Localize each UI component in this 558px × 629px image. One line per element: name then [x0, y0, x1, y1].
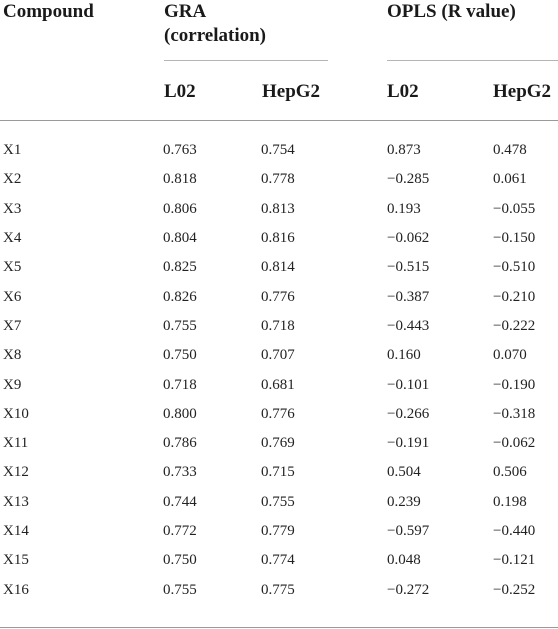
- compound-cell: X8: [3, 347, 22, 364]
- compound-cell: X9: [3, 376, 22, 393]
- subheader-opls-l02: L02: [387, 81, 419, 102]
- data-table: [0, 136, 558, 605]
- gra-l02-cell: 0.825: [163, 259, 197, 276]
- compound-cell: X16: [3, 581, 29, 598]
- gra-l02-cell: 0.818: [163, 171, 197, 188]
- compound-cell: X15: [3, 552, 29, 569]
- gra-hepg2-cell: 0.776: [261, 288, 295, 305]
- compound-cell: X10: [3, 405, 29, 422]
- opls-hepg2-cell: −0.222: [493, 317, 536, 334]
- gra-l02-cell: 0.755: [163, 581, 197, 598]
- table-row: [0, 224, 558, 253]
- table-row: [0, 400, 558, 429]
- header-bottom-rule: [0, 120, 558, 121]
- opls-l02-cell: 0.193: [387, 200, 421, 217]
- compound-cell: X13: [3, 493, 29, 510]
- gra-hepg2-cell: 0.776: [261, 405, 295, 422]
- compound-cell: X12: [3, 464, 29, 481]
- compound-cell: X3: [3, 200, 22, 217]
- opls-l02-cell: −0.191: [387, 435, 430, 452]
- opls-l02-cell: −0.387: [387, 288, 430, 305]
- opls-l02-cell: −0.515: [387, 259, 430, 276]
- table-row: [0, 253, 558, 282]
- gra-hepg2-cell: 0.754: [261, 142, 295, 159]
- opls-hepg2-cell: 0.198: [493, 493, 527, 510]
- opls-hepg2-cell: −0.121: [493, 552, 536, 569]
- gra-l02-cell: 0.755: [163, 317, 197, 334]
- gra-hepg2-cell: 0.715: [261, 464, 295, 481]
- subheader-gra-l02: L02: [164, 81, 196, 102]
- compound-cell: X6: [3, 288, 22, 305]
- compound-cell: X7: [3, 317, 22, 334]
- table-row: [0, 165, 558, 194]
- gra-hepg2-cell: 0.718: [261, 317, 295, 334]
- opls-hepg2-cell: 0.506: [493, 464, 527, 481]
- opls-hepg2-cell: −0.055: [493, 200, 536, 217]
- table-row: [0, 282, 558, 311]
- opls-hepg2-cell: 0.061: [493, 171, 527, 188]
- opls-l02-cell: −0.266: [387, 405, 430, 422]
- table-bottom-rule: [0, 627, 558, 628]
- header-gra-subtitle: (correlation): [164, 25, 266, 46]
- gra-hepg2-cell: 0.775: [261, 581, 295, 598]
- gra-l02-cell: 0.826: [163, 288, 197, 305]
- compound-cell: X1: [3, 142, 22, 159]
- opls-l02-cell: 0.239: [387, 493, 421, 510]
- opls-l02-cell: −0.062: [387, 230, 430, 247]
- opls-l02-cell: 0.160: [387, 347, 421, 364]
- opls-hepg2-cell: −0.062: [493, 435, 536, 452]
- gra-hepg2-cell: 0.769: [261, 435, 295, 452]
- opls-l02-cell: 0.873: [387, 142, 421, 159]
- table-row: [0, 136, 558, 165]
- gra-l02-cell: 0.786: [163, 435, 197, 452]
- opls-l02-cell: −0.443: [387, 317, 430, 334]
- subheader-opls-hepg2: HepG2: [493, 81, 552, 102]
- opls-l02-cell: −0.285: [387, 171, 430, 188]
- compound-cell: X11: [3, 435, 29, 452]
- gra-hepg2-cell: 0.814: [261, 259, 295, 276]
- gra-hepg2-cell: 0.774: [261, 552, 295, 569]
- opls-hepg2-cell: −0.510: [493, 259, 536, 276]
- gra-hepg2-cell: 0.778: [261, 171, 295, 188]
- table-row: [0, 517, 558, 546]
- opls-hepg2-cell: −0.150: [493, 230, 536, 247]
- compound-cell: X2: [3, 171, 22, 188]
- gra-l02-cell: 0.804: [163, 230, 197, 247]
- gra-l02-cell: 0.763: [163, 142, 197, 159]
- gra-hepg2-cell: 0.813: [261, 200, 295, 217]
- opls-l02-cell: 0.504: [387, 464, 421, 481]
- gra-hepg2-cell: 0.681: [261, 376, 295, 393]
- gra-hepg2-cell: 0.779: [261, 523, 295, 539]
- table-row: [0, 195, 558, 224]
- opls-hepg2-cell: 0.478: [493, 142, 527, 159]
- table-row: [0, 370, 558, 399]
- table-row: [0, 429, 558, 458]
- opls-group-underline: [387, 60, 558, 61]
- opls-hepg2-cell: −0.210: [493, 288, 536, 305]
- gra-l02-cell: 0.800: [163, 405, 197, 422]
- opls-hepg2-cell: −0.252: [493, 581, 536, 598]
- opls-l02-cell: −0.101: [387, 376, 430, 393]
- gra-l02-cell: 0.806: [163, 200, 197, 217]
- table-row: [0, 488, 558, 517]
- gra-l02-cell: 0.750: [163, 552, 197, 569]
- opls-hepg2-cell: −0.318: [493, 405, 536, 422]
- gra-hepg2-cell: 0.707: [261, 347, 295, 364]
- opls-l02-cell: −0.272: [387, 581, 430, 598]
- table-row: [0, 312, 558, 341]
- gra-l02-cell: 0.744: [163, 493, 197, 510]
- opls-l02-cell: 0.048: [387, 552, 421, 569]
- subheader-gra-hepg2: HepG2: [262, 81, 321, 102]
- table-row: [0, 575, 558, 604]
- table-row: [0, 458, 558, 487]
- opls-hepg2-cell: 0.070: [493, 347, 527, 364]
- table-row: [0, 341, 558, 370]
- compound-cell: X4: [3, 230, 22, 247]
- header-compound: Compound: [3, 1, 94, 22]
- gra-l02-cell: 0.772: [163, 523, 197, 539]
- compound-cell: X14: [3, 523, 29, 539]
- gra-hepg2-cell: 0.816: [261, 230, 295, 247]
- compound-cell: X5: [3, 259, 22, 276]
- gra-group-underline: [164, 60, 328, 61]
- opls-l02-cell: −0.597: [387, 523, 430, 539]
- opls-hepg2-cell: −0.190: [493, 376, 536, 393]
- header-opls: OPLS (R value): [387, 1, 516, 22]
- gra-l02-cell: 0.750: [163, 347, 197, 364]
- gra-l02-cell: 0.733: [163, 464, 197, 481]
- gra-hepg2-cell: 0.755: [261, 493, 295, 510]
- table-row: [0, 546, 558, 575]
- gra-l02-cell: 0.718: [163, 376, 197, 393]
- opls-hepg2-cell: −0.440: [493, 523, 536, 539]
- header-gra: GRA: [164, 1, 207, 22]
